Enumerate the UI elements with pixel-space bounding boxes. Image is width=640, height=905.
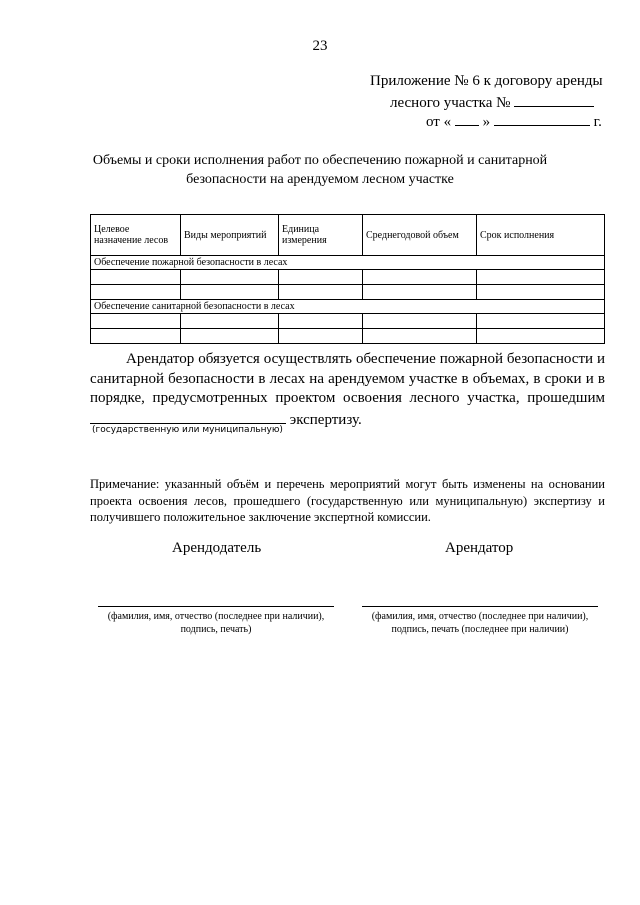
expertise-type-blank <box>90 409 286 424</box>
appendix-line-2 <box>390 92 594 112</box>
tenant-signature-line <box>362 606 598 607</box>
table-cell[interactable] <box>181 285 279 300</box>
landlord-caption-line-2: подпись, печать) <box>180 624 252 635</box>
table-section-row <box>91 256 605 270</box>
appendix-line-1: Приложение № 6 к договору аренды <box>370 73 603 89</box>
table-header-cell: Срок исполнения <box>477 215 605 256</box>
date-close-quote: » <box>482 114 491 130</box>
table-cell[interactable] <box>181 329 279 344</box>
note-paragraph: Примечание: указанный объём и перечень мероприятий могут быть изменены на основании проекта освоения лесов, прошедшего (государственную или муниципальную) экспертизу и получившего положительное заключение экспертной комиссии. <box>90 477 605 524</box>
tenant-caption-line-2: подпись, печать (последнее при наличии) <box>391 624 569 635</box>
table-cell[interactable] <box>477 329 605 344</box>
contract-number-blank <box>514 92 594 107</box>
table-cell[interactable] <box>91 285 181 300</box>
landlord-signature-line <box>98 606 334 607</box>
table-cell[interactable] <box>279 314 363 329</box>
title-line-1: Объемы и сроки исполнения работ по обеспечению пожарной и санитарной <box>92 153 548 168</box>
title-line-2: безопасности на арендуемом лесном участке <box>186 172 454 187</box>
obligation-tail: экспертизу. <box>289 411 362 428</box>
table-row <box>91 285 605 300</box>
document-title <box>60 151 580 189</box>
landlord-caption-line-1: (фамилия, имя, отчество (последнее при наличии), <box>107 611 325 622</box>
table-cell[interactable] <box>363 329 477 344</box>
table-cell[interactable] <box>181 270 279 285</box>
table-cell[interactable] <box>279 329 363 344</box>
obligation-text: Арендатор обязуется осуществлять обеспечение пожарной безопасности и санитарной безопасности в лесах на арендуемом участке в объемах, в сроки и в порядке, предусмотренных проектом освоения лесного участка, прошедшим <box>90 351 605 406</box>
table-cell[interactable] <box>279 285 363 300</box>
appendix-line-3 <box>426 111 602 131</box>
section-fire-safety: Обеспечение пожарной безопасности в лесах <box>91 256 605 270</box>
table-cell[interactable] <box>91 314 181 329</box>
table-cell[interactable] <box>91 270 181 285</box>
works-table <box>90 214 605 344</box>
table-cell[interactable] <box>363 270 477 285</box>
date-month-blank <box>494 111 590 126</box>
table-cell[interactable] <box>279 270 363 285</box>
landlord-signature-caption <box>88 610 344 636</box>
table-cell[interactable] <box>477 270 605 285</box>
obligation-paragraph <box>90 350 605 430</box>
landlord-title: Арендодатель <box>172 540 262 556</box>
tenant-title: Арендатор <box>445 540 514 556</box>
table-cell[interactable] <box>363 314 477 329</box>
date-day-blank <box>455 111 479 126</box>
appendix-contract-label: лесного участка № <box>390 95 511 111</box>
table-row <box>91 329 605 344</box>
table-row <box>91 314 605 329</box>
tenant-caption-line-1: (фамилия, имя, отчество (последнее при наличии), <box>371 611 589 622</box>
table-cell[interactable] <box>181 314 279 329</box>
table-cell[interactable] <box>91 329 181 344</box>
date-open-quote: от « <box>426 114 452 130</box>
table-cell[interactable] <box>477 314 605 329</box>
section-sanitary-safety: Обеспечение санитарной безопасности в лесах <box>91 300 605 314</box>
date-year-suffix: г. <box>593 114 602 130</box>
table-header-cell: Целевое назначение лесов <box>91 215 181 256</box>
tenant-signature-caption <box>350 610 610 636</box>
table-row <box>91 270 605 285</box>
table-header-cell: Среднегодовой объем <box>363 215 477 256</box>
table-header-cell: Виды мероприятий <box>181 215 279 256</box>
table-section-row <box>91 300 605 314</box>
expertise-type-caption: (государственную или муниципальную) <box>92 425 283 435</box>
table-header-cell: Единица измерения <box>279 215 363 256</box>
table-header-row <box>91 215 605 256</box>
page-number: 23 <box>312 38 328 54</box>
table-cell[interactable] <box>477 285 605 300</box>
table-cell[interactable] <box>363 285 477 300</box>
